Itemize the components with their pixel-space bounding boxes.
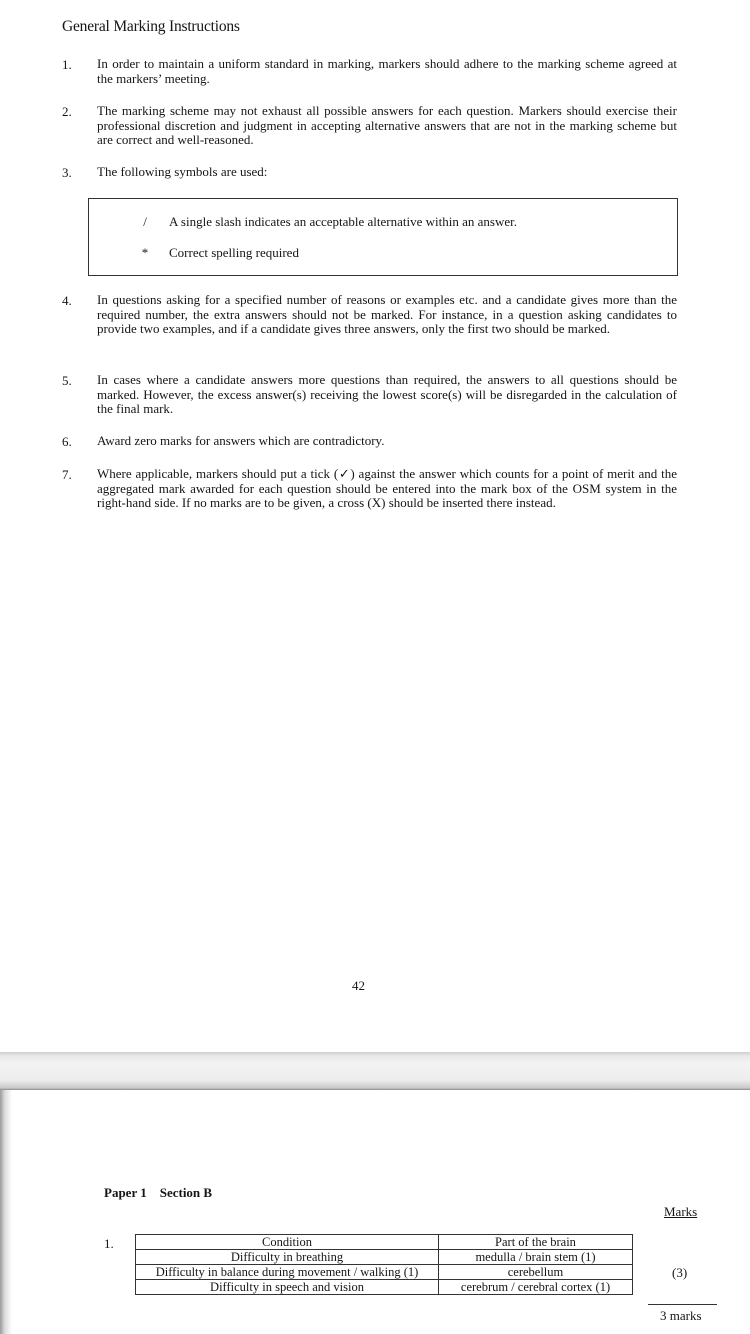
page-title: General Marking Instructions [62,18,240,35]
page-separator [0,1052,750,1090]
question-marks: (3) [672,1265,688,1280]
page-shadow [0,1090,12,1334]
item-number: 4. [62,293,72,308]
table-cell: Difficulty in speech and vision [136,1280,439,1295]
table-header-row [136,1235,633,1250]
total-divider [648,1304,717,1305]
table-header-cell: Part of the brain [439,1235,633,1250]
item-number: 1. [62,57,72,72]
item-text: The following symbols are used: [97,164,268,179]
item-text: Award zero marks for answers which are contradictory. [97,433,385,448]
page-2 [0,1090,750,1334]
page-number: 42 [352,978,365,993]
total-marks: 3 marks [660,1308,702,1323]
table-row [136,1250,633,1265]
table-cell: Difficulty in breathing [136,1250,439,1265]
question-number: 1. [104,1236,114,1251]
item-text: Where applicable, markers should put a tick (✓) against the answer which counts for a point of merit and the aggregated mark awarded for each question should be entered into the mark box of the OSM system in the right-hand side. If no marks are to be given, a cross (X) should be inserted there instead. [97,466,677,510]
item-text: In order to maintain a uniform standard in marking, markers should adhere to the marking scheme agreed at the markers’ meeting. [97,56,677,86]
item-number: 7. [62,467,72,482]
section-heading: Paper 1 Section B [104,1185,213,1200]
marks-heading: Marks [664,1204,698,1219]
item-text: The marking scheme may not exhaust all possible answers for each question. Markers should exercise their professional discretion and judgment in accepting alternative answers that are not in the marking scheme but are correct and well-reasoned. [97,103,677,147]
symbol-description: A single slash indicates an acceptable alternative within an answer. [169,214,517,229]
table-header-cell: Condition [136,1235,439,1250]
table-cell: cerebellum [439,1265,633,1280]
asterisk-symbol: * [141,245,149,260]
item-number: 6. [62,434,72,449]
symbols-box [88,198,678,276]
slash-symbol: / [143,214,147,229]
table-row [136,1280,633,1295]
table-cell: medulla / brain stem (1) [439,1250,633,1265]
table-cell: cerebrum / cerebral cortex (1) [439,1280,633,1295]
table-row [136,1265,633,1280]
item-number: 3. [62,165,72,180]
symbol-description: Correct spelling required [169,245,299,260]
item-text: In cases where a candidate answers more questions than required, the answers to all questions should be marked. However, the excess answer(s) receiving the lowest score(s) will be disregarded in the calculation of the final mark. [97,372,677,416]
table-cell: Difficulty in balance during movement / walking (1) [136,1265,439,1280]
item-text: In questions asking for a specified number of reasons or examples etc. and a candidate gives more than the required number, the extra answers should not be marked. For instance, in a question asking candidates to provide two examples, and if a candidate gives three answers, only the first two should be marked. [97,292,677,336]
answer-table [135,1234,633,1295]
item-number: 2. [62,104,72,119]
item-number: 5. [62,373,72,388]
